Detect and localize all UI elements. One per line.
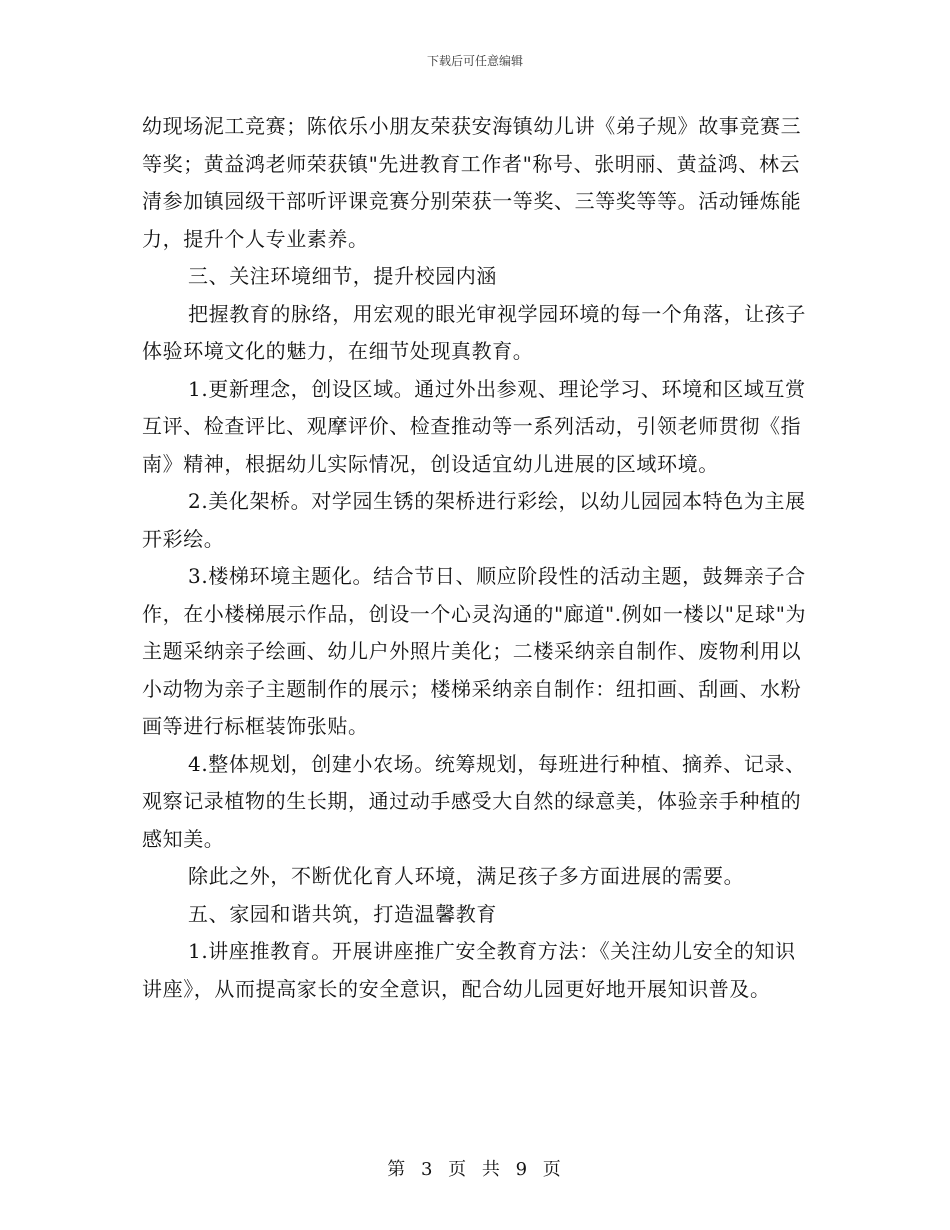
paragraph-item-1-lectures: 1.讲座推教育。开展讲座推广安全教育方法：《关注幼儿安全的知识讲座》，从而提高家长的安全意识，配合幼儿园更好地开展知识普及。 [142, 939, 796, 1001]
page-header: 下载后可任意编辑 [426, 54, 523, 68]
document-body [142, 108, 812, 1008]
paragraph-awards-continuation: 幼现场泥工竞赛；陈依乐小朋友荣获安海镇幼儿讲《弟子规》故事竞赛三等奖；黄益鸿老师荣获镇"先进教育工作者"称号、张明丽、黄益鸿、林云清参加镇园级干部听评课竞赛分别荣获一等奖、三等奖等等。活动锤炼能力，提升个人专业素养。 [142, 114, 802, 251]
page-number-footer: 第 3 页 共 9 页 [387, 1159, 563, 1180]
paragraph-environment-summary: 除此之外，不断优化育人环境，满足孩子多方面进展的需要。 [188, 864, 745, 888]
section-heading-environment: 三、关注环境细节，提升校园内涵 [188, 264, 497, 288]
paragraph-environment-intro: 把握教育的脉络，用宏观的眼光审视学园环境的每一个角落，让孩子体验环境文化的魅力，在细节处现真教育。 [142, 301, 806, 363]
paragraph-item-3-stairs: 3.楼梯环境主题化。结合节日、顺应阶段性的活动主题，鼓舞亲子合作，在小楼梯展示作品，创设一个心灵沟通的"廊道".例如一楼以"足球"为主题采纳亲子绘画、幼儿户外照片美化；二楼采纳亲自制作、废物利用以小动物为亲子主题制作的展示；楼梯采纳亲自制作：纽扣画、刮画、水粉画等进行标框装饰张贴。 [142, 564, 807, 738]
paragraph-item-4-farm: 4.整体规划，创建小农场。统筹规划，每班进行种植、摘养、记录、观察记录植物的生长期，通过动手感受大自然的绿意美，体验亲手种植的感知美。 [142, 751, 806, 851]
paragraph-item-1-regions: 1.更新理念，创设区域。通过外出参观、理论学习、环境和区域互赏互评、检查评比、观摩评价、检查推动等一系列活动，引领老师贯彻《指南》精神，根据幼儿实际情况，创设适宜幼儿进展的区域环境。 [142, 376, 806, 476]
paragraph-item-2-bridge: 2.美化架桥。对学园生锈的架桥进行彩绘，以幼儿园园本特色为主展开彩绘。 [142, 489, 806, 551]
section-heading-home-school: 五、家园和谐共筑，打造温馨教育 [188, 901, 497, 926]
